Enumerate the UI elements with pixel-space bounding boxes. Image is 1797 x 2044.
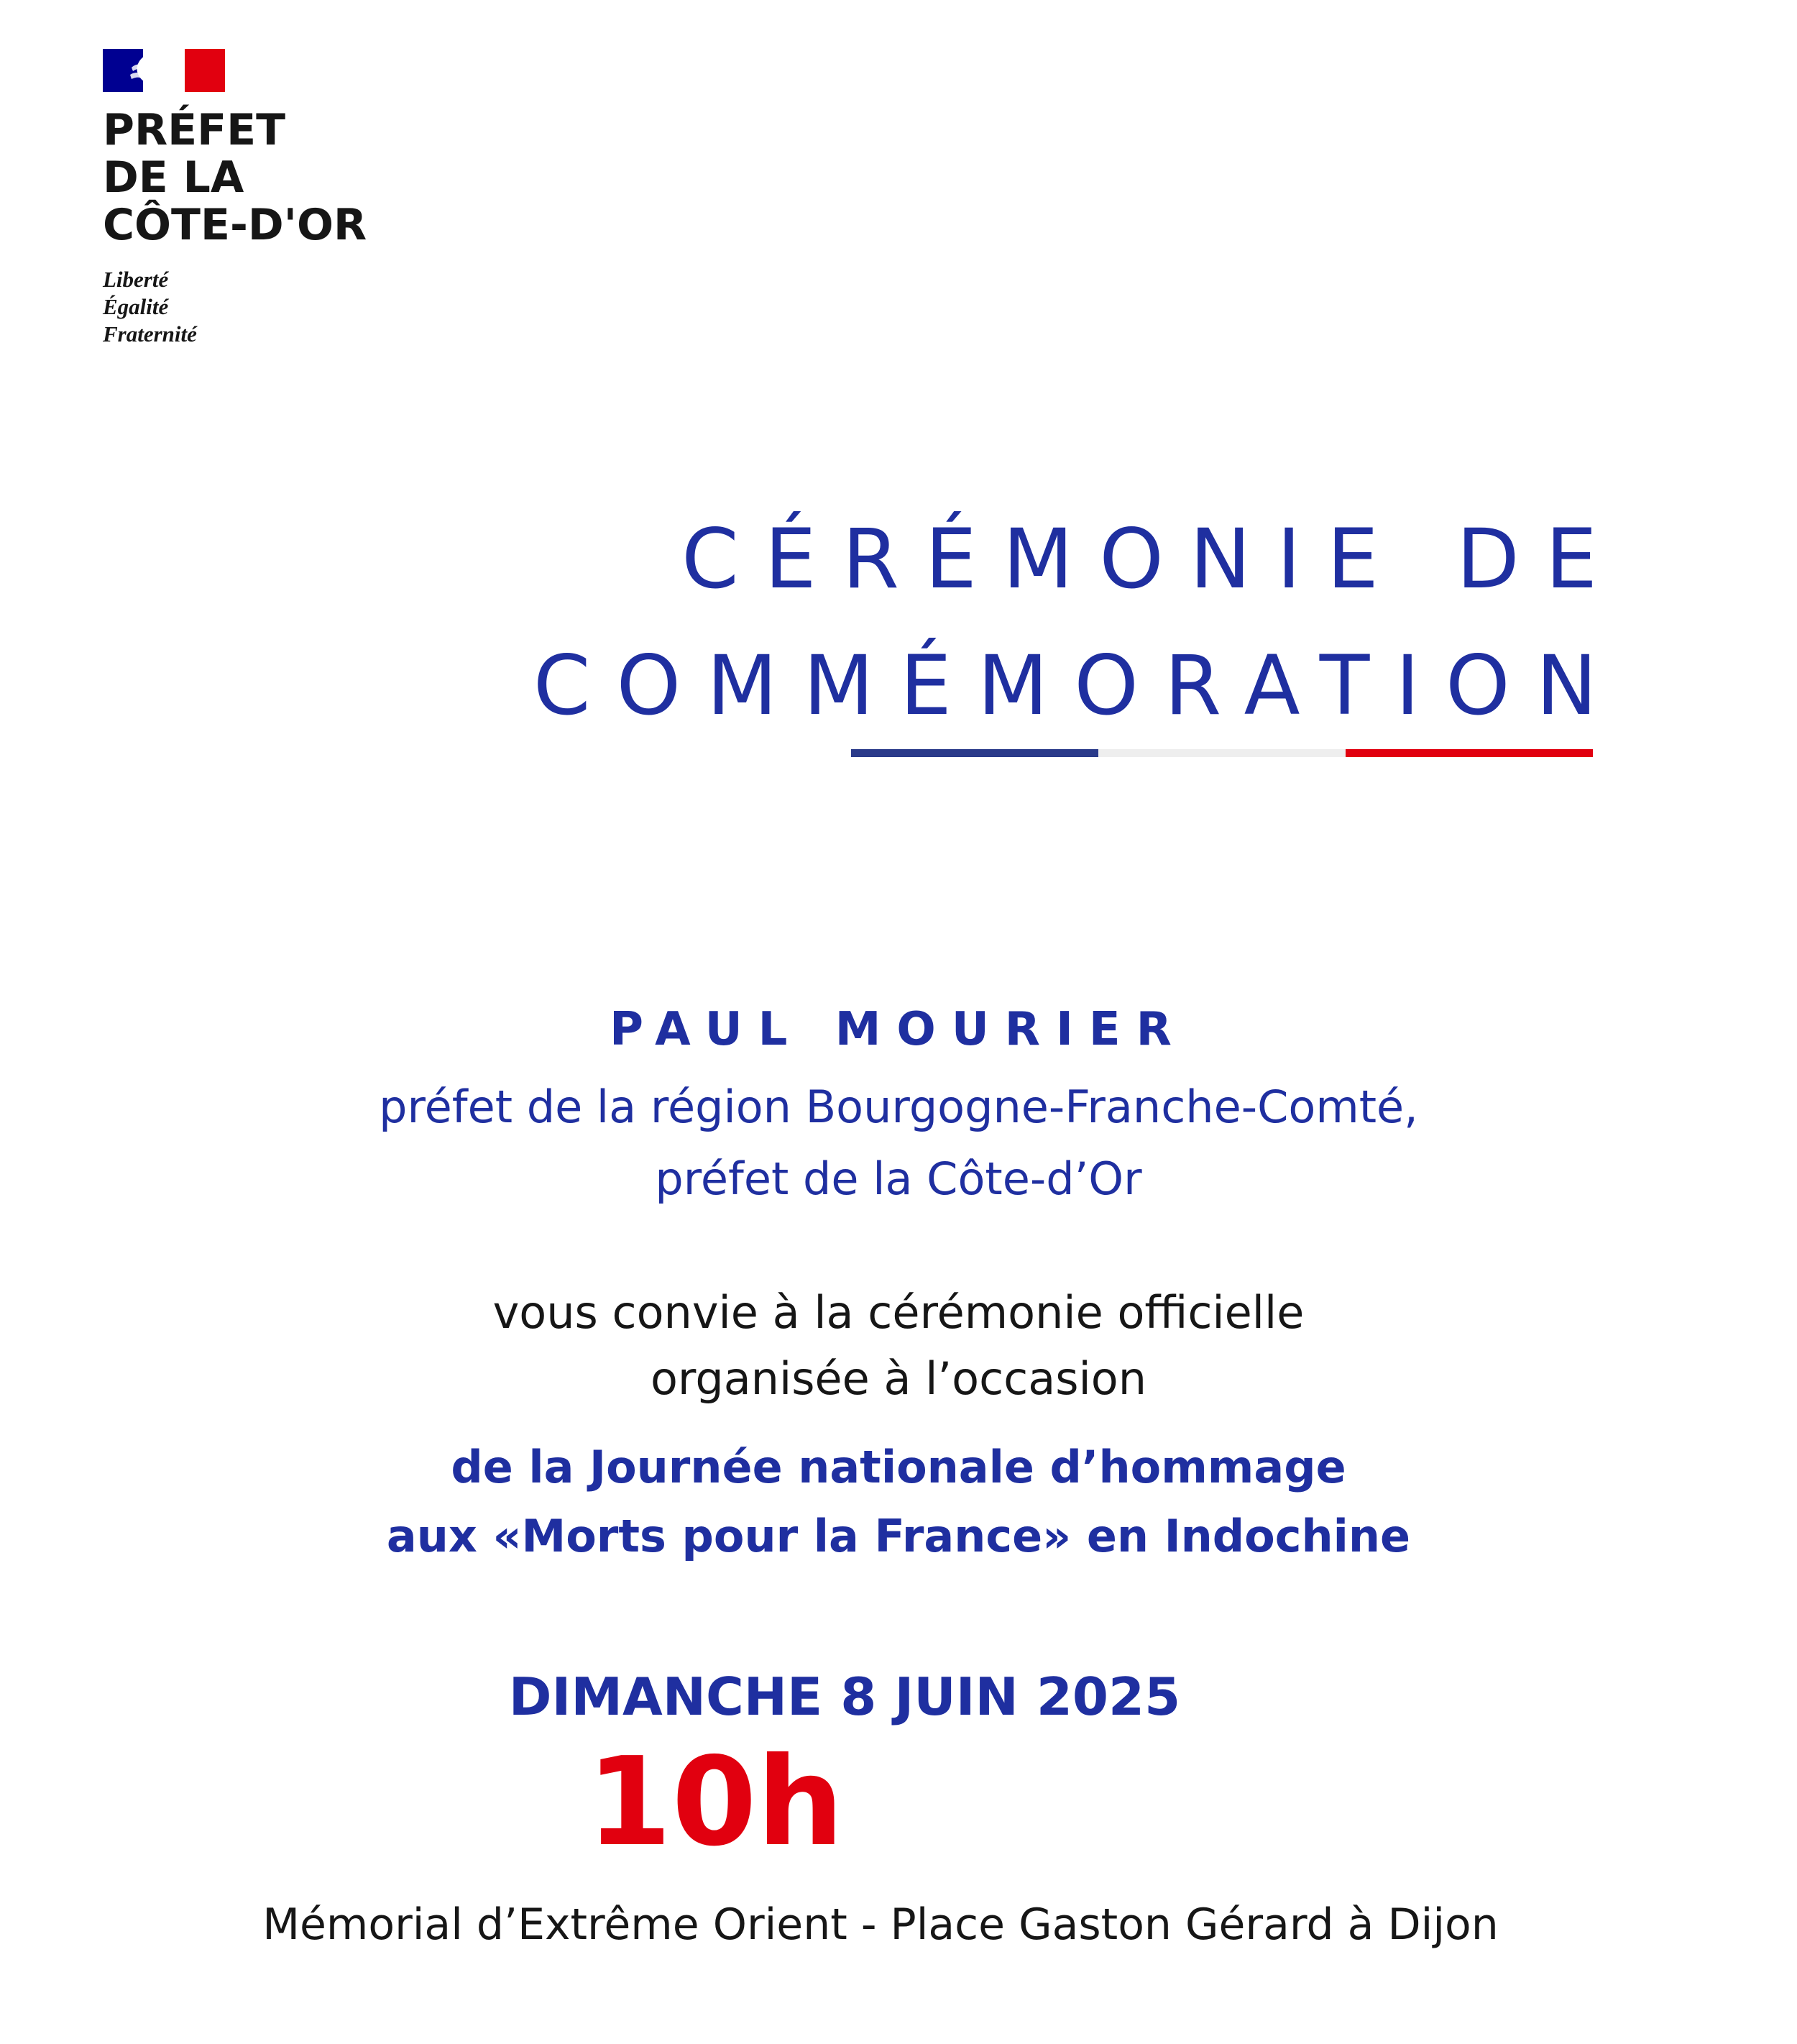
motto-line: Liberté <box>103 267 169 292</box>
motto-line: Fraternité <box>103 321 197 347</box>
tricolor-blue-segment <box>851 749 1098 757</box>
occasion-text <box>0 1433 1797 1571</box>
tricolor-white-segment <box>1098 749 1346 757</box>
title-line: COMMÉMORATION <box>533 638 1623 733</box>
host-name: PAUL MOURIER <box>610 1003 1187 1056</box>
tricolor-red-segment <box>1346 749 1593 757</box>
host-title-line: préfet de la Côte-d’Or <box>655 1152 1142 1205</box>
invitation-text <box>0 1280 1797 1412</box>
logo-motto <box>103 266 376 348</box>
event-time: 10h <box>587 1731 844 1874</box>
logo-name-line: PRÉFET <box>103 105 286 155</box>
motto-line: Égalité <box>103 294 169 319</box>
host-title-line: préfet de la région Bourgogne-Franche-Comté, <box>379 1081 1418 1133</box>
event-place: Mémorial d’Extrême Orient - Place Gaston Gérard à Dijon <box>262 1899 1499 1950</box>
logo-prefecture-name <box>103 106 376 249</box>
marianne-flag-icon <box>103 49 225 92</box>
invitation-line: vous convie à la cérémonie officielle <box>492 1286 1305 1339</box>
title-line: CÉRÉMONIE DE <box>681 511 1623 607</box>
occasion-line: aux «Morts pour la France» en Indochine <box>386 1510 1411 1562</box>
host-title <box>0 1071 1797 1215</box>
event-date: DIMANCHE 8 JUIN 2025 <box>508 1667 1181 1727</box>
tricolor-divider <box>851 749 1593 757</box>
prefecture-logo <box>103 49 376 348</box>
invitation-line: organisée à l’occasion <box>651 1352 1146 1405</box>
occasion-line: de la Journée nationale d’hommage <box>451 1441 1346 1493</box>
logo-name-line: CÔTE-D'OR <box>103 200 367 250</box>
logo-name-line: DE LA <box>103 152 244 203</box>
page-title <box>533 496 1623 749</box>
